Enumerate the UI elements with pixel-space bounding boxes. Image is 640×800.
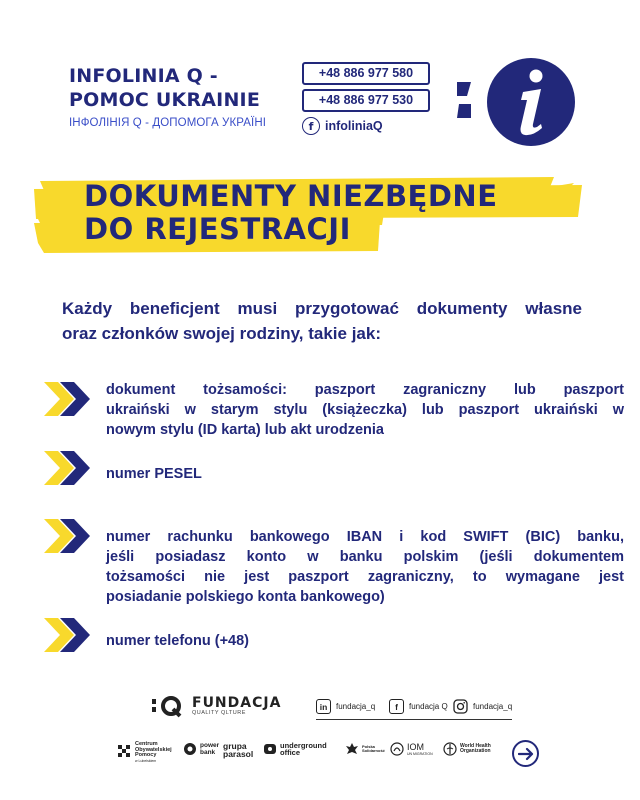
list-item-text bbox=[106, 527, 624, 607]
partner-power-bank bbox=[183, 742, 219, 756]
fundacja-brand: FUNDACJA bbox=[192, 695, 282, 711]
underground-office-icon bbox=[263, 742, 277, 756]
partner-text: w Lubelskiem bbox=[135, 758, 157, 763]
double-chevron-icon bbox=[44, 616, 96, 654]
partner-text: grupa bbox=[223, 741, 247, 751]
arrow-right-icon bbox=[518, 747, 534, 761]
fundacja-tagline: QUALITY QLTURE bbox=[192, 710, 246, 716]
partner-text: underground bbox=[280, 741, 327, 750]
header-title bbox=[69, 64, 299, 112]
next-page-button[interactable] bbox=[512, 740, 539, 767]
instagram-icon bbox=[453, 699, 468, 714]
phone-number-2[interactable]: +48 886 977 530 bbox=[302, 89, 430, 112]
partner-text: IOM bbox=[407, 741, 424, 752]
intro-text bbox=[62, 296, 582, 346]
linkedin-icon: in bbox=[316, 699, 331, 714]
list-item-line: numer PESEL bbox=[106, 466, 202, 482]
partner-text: UN MIGRATION bbox=[407, 751, 433, 756]
facebook-footer-handle: fundacja Q bbox=[409, 702, 448, 711]
facebook-footer-link[interactable] bbox=[389, 699, 448, 714]
partner-text: Organization bbox=[460, 748, 491, 754]
partner-who bbox=[443, 742, 491, 756]
partner-text: World Health bbox=[460, 742, 491, 749]
instagram-handle: fundacja_q bbox=[473, 702, 513, 711]
partner-text: Solidarność bbox=[362, 748, 385, 753]
page-title-line1: DOKUMENTY NIEZBĘDNE bbox=[84, 179, 498, 213]
page-title-line2: DO REJESTRACJI bbox=[84, 212, 351, 246]
partner-grupa-parasol bbox=[223, 742, 253, 758]
instagram-link[interactable] bbox=[453, 699, 512, 714]
double-chevron-icon bbox=[44, 380, 96, 418]
partner-polska bbox=[345, 742, 385, 756]
list-item-text bbox=[106, 464, 624, 484]
iom-logo-icon bbox=[390, 742, 404, 756]
who-logo-icon bbox=[443, 742, 457, 756]
header-title-line2: POMOC UKRAINIE bbox=[69, 89, 261, 111]
linkedin-handle: fundacja_q bbox=[336, 702, 376, 711]
info-icon bbox=[457, 52, 577, 152]
list-item-line: numer telefonu (+48) bbox=[106, 633, 250, 649]
list-item-line: tożsamości nie jest paszport zagraniczny, to wymagane jest bbox=[106, 569, 624, 585]
partner-text: Pomocy bbox=[135, 752, 157, 758]
footer-divider bbox=[316, 719, 512, 720]
partner-centrum bbox=[118, 742, 172, 763]
list-item-line: numer rachunku bankowego IBAN i kod SWIFT (BIC) banku, bbox=[106, 529, 624, 545]
linkedin-link[interactable] bbox=[316, 699, 375, 714]
list-item-text bbox=[106, 631, 624, 651]
checker-logo-icon bbox=[118, 745, 132, 759]
fundacja-q-icon bbox=[152, 694, 186, 718]
page-title bbox=[84, 180, 584, 246]
list-item-line: ukraiński w starym stylu (książeczka) lub paszport ukraiński w bbox=[106, 402, 624, 418]
partner-text: office bbox=[280, 748, 301, 757]
list-item-text bbox=[106, 380, 624, 440]
fundacja-logo bbox=[152, 694, 281, 718]
double-chevron-icon bbox=[44, 449, 96, 487]
list-item-line: dokument tożsamości: paszport zagraniczny lub paszport bbox=[106, 382, 624, 398]
facebook-link[interactable] bbox=[302, 117, 383, 135]
facebook-handle: infoliniaQ bbox=[325, 119, 383, 133]
intro-line2: oraz członków swojej rodziny, takie jak: bbox=[62, 324, 381, 343]
partner-text: Polska bbox=[362, 743, 375, 749]
partner-text: parasol bbox=[223, 749, 254, 759]
partner-underground-office bbox=[263, 742, 327, 756]
double-chevron-icon bbox=[44, 517, 96, 555]
partner-text: Obywatelskiej bbox=[135, 746, 172, 753]
partner-text: power bbox=[200, 742, 220, 749]
partner-iom bbox=[390, 742, 433, 756]
partner-text: bank bbox=[200, 749, 216, 756]
list-item-line: jeśli posiadasz konto w banku polskim (jeśli dokumentem bbox=[106, 549, 624, 565]
facebook-icon: f bbox=[389, 699, 404, 714]
facebook-icon: f bbox=[302, 117, 320, 135]
power-bank-icon bbox=[183, 742, 197, 756]
list-item-line: posiadanie polskiego konta bankowego) bbox=[106, 589, 385, 605]
intro-line1: Każdy beneficjent musi przygotować dokumenty własne bbox=[62, 299, 582, 318]
phone-number-1[interactable]: +48 886 977 580 bbox=[302, 62, 430, 85]
header-subtitle: ІНФОЛІНІЯ Q - ДОПОМОГА УКРАЇНІ bbox=[69, 117, 267, 129]
eagle-emblem-icon bbox=[345, 742, 359, 756]
header-title-line1: INFOLINIA Q - bbox=[69, 65, 218, 87]
list-item-line: nowym stylu (ID karta) lub akt urodzenia bbox=[106, 422, 384, 438]
partner-text: Centrum bbox=[135, 741, 158, 747]
